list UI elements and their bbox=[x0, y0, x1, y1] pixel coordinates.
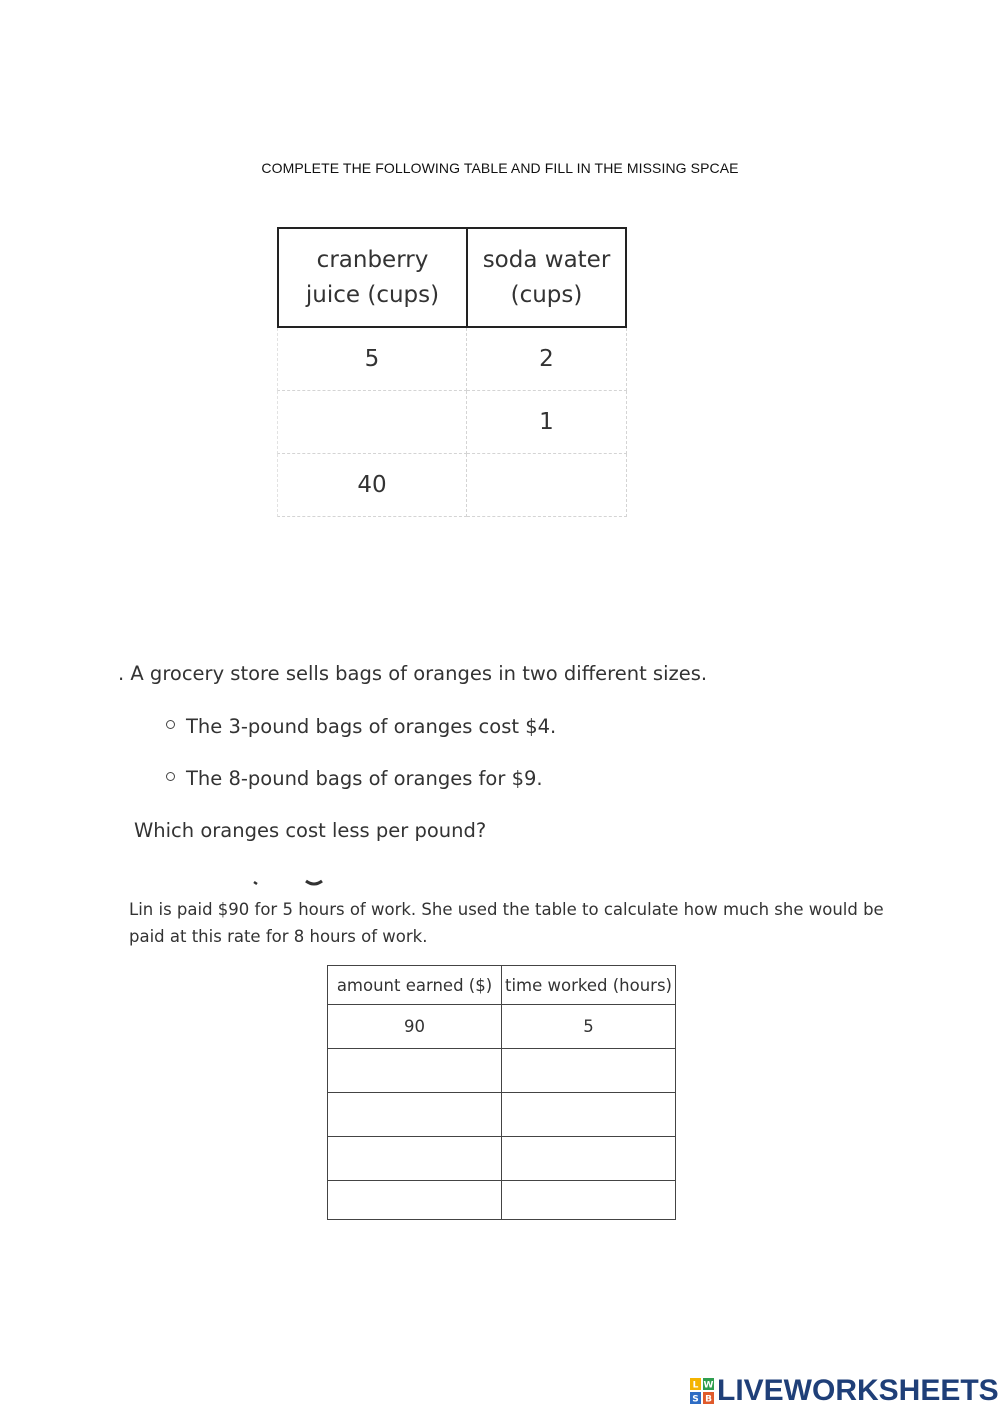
table1-cell[interactable]: 5 bbox=[277, 328, 467, 391]
paragraph-line: Lin is paid $90 for 5 hours of work. She used the table to calculate how much she would be bbox=[129, 900, 884, 919]
bullet-circle-icon bbox=[166, 772, 175, 781]
bullet-circle-icon bbox=[166, 720, 175, 729]
liveworksheets-logo bbox=[690, 1374, 999, 1408]
table1-header-soda bbox=[466, 227, 627, 328]
svg-text:W: W bbox=[703, 1380, 714, 1391]
question2-bullet bbox=[166, 715, 556, 738]
table1-cell[interactable]: 1 bbox=[467, 391, 627, 454]
svg-text:L: L bbox=[692, 1380, 699, 1391]
table1-cell[interactable] bbox=[467, 454, 627, 517]
question2-prompt: . A grocery store sells bags of oranges in two different sizes. bbox=[118, 662, 708, 685]
question2-question: Which oranges cost less per pound? bbox=[134, 819, 487, 842]
svg-text:S: S bbox=[692, 1394, 699, 1404]
table2-cell[interactable] bbox=[328, 1093, 502, 1137]
logo-text: LIVEWORKSHEETS bbox=[717, 1374, 999, 1407]
table2-header-amount: amount earned ($) bbox=[328, 966, 502, 1005]
instruction-heading: COMPLETE THE FOLLOWING TABLE AND FILL IN THE MISSING SPCAE bbox=[261, 160, 739, 176]
table1-header-cranberry bbox=[277, 227, 468, 328]
table2-cell[interactable] bbox=[502, 1049, 676, 1093]
table2-cell[interactable] bbox=[328, 1137, 502, 1181]
table2-cell[interactable]: 90 bbox=[328, 1005, 502, 1049]
header-line: cranberry bbox=[316, 246, 429, 273]
cropped-text-artifact bbox=[248, 876, 333, 888]
header-line: (cups) bbox=[510, 281, 583, 308]
header-line: juice (cups) bbox=[305, 281, 440, 308]
table2-cell[interactable] bbox=[502, 1137, 676, 1181]
bullet-text: The 8-pound bags of oranges for $9. bbox=[186, 767, 543, 790]
table2-cell[interactable] bbox=[328, 1049, 502, 1093]
table2-cell[interactable]: 5 bbox=[502, 1005, 676, 1049]
paragraph-line: paid at this rate for 8 hours of work. bbox=[129, 927, 428, 946]
ratio-table-cranberry-soda bbox=[277, 227, 627, 522]
table2-cell[interactable] bbox=[502, 1093, 676, 1137]
table2-cell[interactable] bbox=[328, 1181, 502, 1220]
table1-cell[interactable] bbox=[277, 391, 467, 454]
table1-cell[interactable]: 40 bbox=[277, 454, 467, 517]
table1-cell[interactable]: 2 bbox=[467, 328, 627, 391]
ratio-table-earnings bbox=[327, 965, 676, 1220]
lin-word-problem bbox=[129, 896, 889, 950]
header-line: soda water bbox=[482, 246, 611, 273]
liveworksheets-mark-icon bbox=[690, 1378, 714, 1404]
question2-bullet bbox=[166, 767, 543, 790]
table2-header-time: time worked (hours) bbox=[502, 966, 676, 1005]
svg-text:B: B bbox=[705, 1394, 712, 1404]
bullet-text: The 3-pound bags of oranges cost $4. bbox=[186, 715, 557, 738]
table2-cell[interactable] bbox=[502, 1181, 676, 1220]
